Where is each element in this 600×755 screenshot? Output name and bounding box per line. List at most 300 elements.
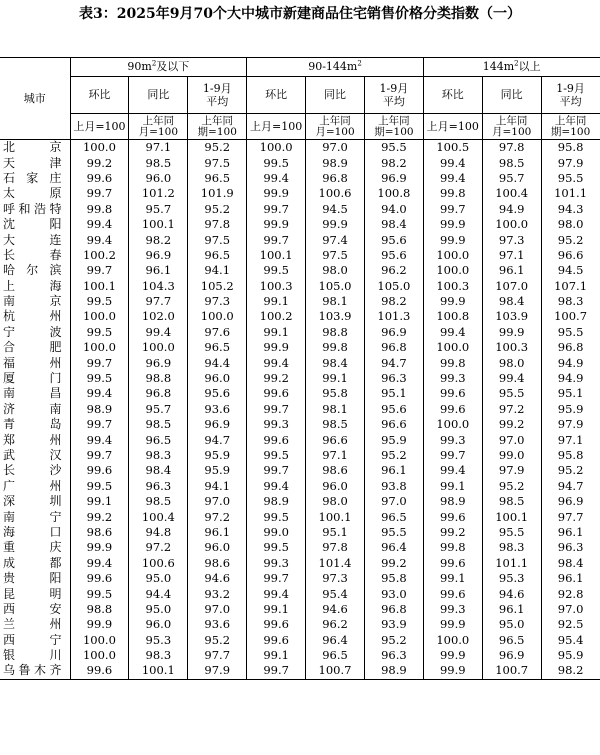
index-value: 94.5	[541, 263, 600, 278]
index-value: 96.0	[188, 371, 247, 386]
index-value: 99.6	[70, 663, 129, 679]
index-value: 102.0	[129, 309, 188, 324]
ytd-average-header: 1-9月平均	[188, 77, 247, 114]
index-value: 97.1	[541, 432, 600, 447]
index-value: 96.9	[364, 325, 423, 340]
index-value: 98.6	[188, 556, 247, 571]
index-value: 98.0	[541, 217, 600, 232]
index-value: 100.1	[129, 217, 188, 232]
index-value: 99.4	[247, 355, 306, 370]
index-value: 100.0	[482, 217, 541, 232]
index-value: 101.9	[188, 186, 247, 201]
index-value: 100.0	[423, 263, 482, 278]
last-year-month-base: 上年同月=100	[306, 114, 365, 140]
index-value: 95.2	[188, 633, 247, 648]
city-name: 乌鲁木齐	[0, 663, 70, 679]
index-value: 97.7	[129, 294, 188, 309]
index-value: 99.4	[423, 171, 482, 186]
table-row	[0, 463, 600, 478]
city-name: 武汉	[0, 448, 70, 463]
table-row	[0, 171, 600, 186]
index-value: 93.8	[364, 479, 423, 494]
index-value: 99.6	[423, 402, 482, 417]
index-value: 97.9	[188, 663, 247, 679]
index-value: 95.2	[188, 202, 247, 217]
table-row	[0, 494, 600, 509]
index-value: 98.4	[129, 463, 188, 478]
index-value: 98.2	[364, 294, 423, 309]
table-row	[0, 202, 600, 217]
index-value: 100.2	[247, 309, 306, 324]
index-value: 100.6	[129, 556, 188, 571]
index-value: 100.0	[423, 633, 482, 648]
index-value: 99.7	[423, 448, 482, 463]
index-value: 98.9	[423, 494, 482, 509]
index-value: 95.6	[364, 232, 423, 247]
index-value: 95.5	[482, 386, 541, 401]
index-value: 100.1	[129, 663, 188, 679]
index-value: 100.0	[247, 140, 306, 156]
city-name: 北京	[0, 140, 70, 156]
index-value: 95.8	[541, 140, 600, 156]
index-value: 95.5	[541, 325, 600, 340]
index-value: 99.7	[70, 417, 129, 432]
index-value: 99.7	[247, 571, 306, 586]
index-value: 101.1	[541, 186, 600, 201]
index-value: 95.3	[482, 571, 541, 586]
index-value: 97.5	[306, 248, 365, 263]
index-value: 98.5	[129, 417, 188, 432]
index-value: 98.1	[306, 402, 365, 417]
index-value: 97.2	[129, 540, 188, 555]
index-value: 100.5	[423, 140, 482, 156]
table-row	[0, 571, 600, 586]
city-column-header: 城市	[0, 58, 70, 140]
index-value: 97.7	[541, 509, 600, 524]
index-value: 97.5	[188, 232, 247, 247]
index-value: 99.1	[247, 648, 306, 663]
table-row	[0, 648, 600, 663]
table-title: 表3：2025年9月70个大中城市新建商品住宅销售价格分类指数（一）	[79, 6, 521, 22]
table-row	[0, 617, 600, 632]
index-value: 95.9	[541, 402, 600, 417]
index-value: 98.5	[482, 155, 541, 170]
index-value: 98.5	[129, 494, 188, 509]
index-value: 99.4	[423, 155, 482, 170]
index-value: 99.5	[247, 155, 306, 170]
index-value: 95.2	[364, 448, 423, 463]
index-value: 96.3	[364, 371, 423, 386]
index-value: 94.5	[306, 202, 365, 217]
index-value: 100.4	[482, 186, 541, 201]
index-value: 96.9	[541, 494, 600, 509]
index-value: 95.8	[364, 571, 423, 586]
index-value: 99.5	[247, 540, 306, 555]
table-row	[0, 509, 600, 524]
index-value: 99.5	[70, 294, 129, 309]
index-value: 97.2	[482, 402, 541, 417]
index-value: 103.9	[482, 309, 541, 324]
index-value: 97.0	[364, 494, 423, 509]
city-name: 重庆	[0, 540, 70, 555]
mom-header: 环比	[70, 77, 129, 114]
index-value: 99.9	[70, 617, 129, 632]
last-month-base: 上月=100	[423, 114, 482, 140]
index-value: 101.4	[306, 556, 365, 571]
city-name: 呼和浩特	[0, 202, 70, 217]
index-value: 94.7	[364, 355, 423, 370]
index-value: 99.9	[306, 217, 365, 232]
index-value: 97.7	[188, 648, 247, 663]
index-value: 97.0	[482, 432, 541, 447]
index-value: 96.3	[129, 479, 188, 494]
table-row	[0, 633, 600, 648]
index-value: 101.1	[482, 556, 541, 571]
last-year-period-base: 上年同期=100	[188, 114, 247, 140]
table-row	[0, 602, 600, 617]
table-row	[0, 417, 600, 432]
city-name: 大连	[0, 232, 70, 247]
index-value: 95.5	[541, 171, 600, 186]
index-value: 99.3	[247, 417, 306, 432]
index-value: 105.0	[306, 279, 365, 294]
index-value: 99.7	[247, 232, 306, 247]
index-value: 99.9	[423, 217, 482, 232]
index-value: 99.8	[423, 186, 482, 201]
index-value: 100.1	[306, 509, 365, 524]
index-value: 99.4	[247, 479, 306, 494]
index-value: 95.0	[129, 571, 188, 586]
index-value: 97.8	[306, 540, 365, 555]
index-value: 100.3	[482, 340, 541, 355]
mom-header: 环比	[423, 77, 482, 114]
index-value: 99.7	[70, 355, 129, 370]
city-name: 福州	[0, 355, 70, 370]
city-name: 成都	[0, 556, 70, 571]
index-value: 94.6	[306, 602, 365, 617]
index-value: 98.9	[364, 663, 423, 679]
last-year-month-base: 上年同月=100	[129, 114, 188, 140]
index-value: 95.3	[129, 633, 188, 648]
index-value: 94.3	[541, 202, 600, 217]
index-value: 99.4	[247, 586, 306, 601]
index-value: 96.8	[129, 386, 188, 401]
index-value: 100.1	[482, 509, 541, 524]
index-value: 99.6	[70, 571, 129, 586]
index-value: 98.9	[306, 155, 365, 170]
city-name: 天津	[0, 155, 70, 170]
index-value: 96.5	[364, 509, 423, 524]
index-value: 99.9	[247, 340, 306, 355]
index-value: 99.6	[423, 586, 482, 601]
city-name: 西安	[0, 602, 70, 617]
index-value: 95.2	[188, 140, 247, 156]
index-value: 95.7	[129, 402, 188, 417]
index-value: 95.2	[482, 479, 541, 494]
index-value: 100.1	[70, 279, 129, 294]
index-value: 98.8	[70, 602, 129, 617]
index-value: 99.1	[423, 479, 482, 494]
index-value: 99.9	[247, 217, 306, 232]
table-row	[0, 232, 600, 247]
index-value: 99.7	[70, 263, 129, 278]
index-value: 98.9	[70, 402, 129, 417]
city-name: 太原	[0, 186, 70, 201]
index-value: 100.7	[306, 663, 365, 679]
index-value: 96.9	[188, 417, 247, 432]
index-value: 99.5	[247, 263, 306, 278]
table-row	[0, 294, 600, 309]
index-value: 99.6	[247, 617, 306, 632]
city-name: 杭州	[0, 309, 70, 324]
index-value: 99.2	[70, 509, 129, 524]
index-value: 101.2	[129, 186, 188, 201]
index-value: 100.0	[423, 248, 482, 263]
index-value: 99.9	[423, 663, 482, 679]
index-value: 95.6	[364, 402, 423, 417]
table-row	[0, 556, 600, 571]
index-value: 99.8	[70, 202, 129, 217]
index-value: 96.3	[541, 540, 600, 555]
index-value: 94.4	[129, 586, 188, 601]
index-value: 99.5	[247, 448, 306, 463]
index-value: 97.6	[188, 325, 247, 340]
index-value: 100.0	[70, 340, 129, 355]
index-value: 99.4	[129, 325, 188, 340]
index-value: 96.1	[482, 263, 541, 278]
table-row	[0, 386, 600, 401]
index-value: 92.5	[541, 617, 600, 632]
index-value: 99.9	[70, 540, 129, 555]
city-name: 郑州	[0, 432, 70, 447]
index-value: 95.2	[364, 633, 423, 648]
index-value: 96.0	[129, 617, 188, 632]
index-value: 98.1	[306, 294, 365, 309]
index-value: 99.9	[482, 325, 541, 340]
index-value: 95.0	[129, 602, 188, 617]
index-value: 96.9	[129, 248, 188, 263]
index-value: 100.8	[364, 186, 423, 201]
last-year-month-base: 上年同月=100	[482, 114, 541, 140]
index-value: 99.2	[482, 417, 541, 432]
index-value: 100.0	[188, 309, 247, 324]
table-row	[0, 279, 600, 294]
index-value: 99.9	[247, 186, 306, 201]
city-name: 青岛	[0, 417, 70, 432]
table-row	[0, 586, 600, 601]
index-value: 97.9	[482, 463, 541, 478]
index-value: 104.3	[129, 279, 188, 294]
index-value: 96.0	[306, 479, 365, 494]
index-value: 99.4	[70, 217, 129, 232]
index-value: 98.4	[482, 294, 541, 309]
table-row	[0, 309, 600, 324]
group-header-medium: $90-144m^2$	[247, 58, 424, 77]
index-value: 98.2	[129, 232, 188, 247]
table-row	[0, 248, 600, 263]
index-value: 99.5	[247, 509, 306, 524]
index-value: 99.8	[423, 540, 482, 555]
index-value: 96.5	[188, 340, 247, 355]
index-value: 99.7	[70, 186, 129, 201]
index-value: 99.3	[423, 371, 482, 386]
index-value: 96.0	[188, 540, 247, 555]
index-value: 94.6	[188, 571, 247, 586]
index-value: 99.4	[70, 432, 129, 447]
index-value: 98.6	[306, 463, 365, 478]
index-value: 94.4	[188, 355, 247, 370]
index-value: 99.3	[423, 432, 482, 447]
index-value: 99.4	[423, 325, 482, 340]
index-value: 96.1	[541, 525, 600, 540]
city-name: 沈阳	[0, 217, 70, 232]
index-value: 99.1	[247, 294, 306, 309]
index-value: 100.0	[423, 417, 482, 432]
index-value: 98.4	[306, 355, 365, 370]
index-value: 97.1	[306, 448, 365, 463]
last-year-period-base: 上年同期=100	[364, 114, 423, 140]
index-value: 100.0	[129, 340, 188, 355]
index-value: 99.4	[70, 232, 129, 247]
index-value: 97.0	[188, 494, 247, 509]
index-value: 97.1	[129, 140, 188, 156]
index-value: 97.8	[482, 140, 541, 156]
table-row	[0, 432, 600, 447]
city-name: 深圳	[0, 494, 70, 509]
index-value: 100.7	[541, 309, 600, 324]
index-value: 95.2	[541, 463, 600, 478]
index-value: 93.2	[188, 586, 247, 601]
price-index-table	[0, 57, 600, 680]
index-value: 98.6	[70, 525, 129, 540]
city-name: 昆明	[0, 586, 70, 601]
table-row	[0, 263, 600, 278]
yoy-header: 同比	[306, 77, 365, 114]
index-value: 97.4	[306, 232, 365, 247]
index-value: 95.9	[188, 463, 247, 478]
index-value: 99.6	[423, 509, 482, 524]
index-value: 99.4	[482, 371, 541, 386]
index-value: 94.9	[541, 371, 600, 386]
index-value: 94.9	[541, 355, 600, 370]
index-value: 96.1	[541, 571, 600, 586]
city-name: 西宁	[0, 633, 70, 648]
index-value: 98.3	[482, 540, 541, 555]
yoy-header: 同比	[482, 77, 541, 114]
index-value: 99.4	[247, 171, 306, 186]
index-value: 105.0	[364, 279, 423, 294]
index-value: 99.1	[423, 571, 482, 586]
table-row	[0, 340, 600, 355]
index-value: 99.1	[306, 371, 365, 386]
index-value: 98.3	[129, 648, 188, 663]
index-value: 96.5	[188, 248, 247, 263]
index-value: 95.9	[364, 432, 423, 447]
index-value: 100.0	[70, 140, 129, 156]
index-value: 97.3	[306, 571, 365, 586]
index-value: 99.2	[70, 155, 129, 170]
index-value: 95.5	[364, 525, 423, 540]
index-value: 96.1	[482, 602, 541, 617]
index-value: 98.4	[541, 556, 600, 571]
index-value: 100.0	[70, 309, 129, 324]
index-value: 96.2	[364, 263, 423, 278]
index-value: 97.9	[541, 417, 600, 432]
index-value: 99.3	[423, 602, 482, 617]
index-value: 100.0	[423, 340, 482, 355]
city-name: 长春	[0, 248, 70, 263]
index-value: 100.3	[247, 279, 306, 294]
index-value: 96.4	[306, 633, 365, 648]
index-value: 94.6	[482, 586, 541, 601]
index-value: 94.1	[188, 263, 247, 278]
index-value: 96.5	[188, 171, 247, 186]
index-value: 103.9	[306, 309, 365, 324]
index-value: 99.7	[70, 448, 129, 463]
index-value: 99.6	[247, 432, 306, 447]
index-value: 96.3	[364, 648, 423, 663]
index-value: 95.4	[541, 633, 600, 648]
index-value: 99.8	[423, 355, 482, 370]
index-value: 96.1	[129, 263, 188, 278]
index-value: 93.6	[188, 402, 247, 417]
index-value: 96.6	[306, 432, 365, 447]
index-value: 95.6	[364, 248, 423, 263]
index-value: 99.1	[247, 602, 306, 617]
index-value: 98.0	[482, 355, 541, 370]
index-value: 96.8	[306, 171, 365, 186]
index-value: 96.5	[306, 648, 365, 663]
city-name: 海口	[0, 525, 70, 540]
index-value: 94.0	[364, 202, 423, 217]
table-row	[0, 540, 600, 555]
index-value: 97.3	[482, 232, 541, 247]
index-value: 96.5	[482, 633, 541, 648]
index-value: 95.8	[541, 448, 600, 463]
index-value: 98.5	[482, 494, 541, 509]
index-value: 92.8	[541, 586, 600, 601]
index-value: 97.8	[188, 217, 247, 232]
last-month-base: 上月=100	[247, 114, 306, 140]
index-value: 98.3	[541, 294, 600, 309]
index-value: 95.0	[482, 617, 541, 632]
index-value: 96.9	[364, 171, 423, 186]
index-value: 101.3	[364, 309, 423, 324]
index-value: 99.0	[247, 525, 306, 540]
index-value: 99.4	[70, 556, 129, 571]
index-value: 96.8	[364, 340, 423, 355]
index-value: 95.9	[541, 648, 600, 663]
city-name: 银川	[0, 648, 70, 663]
table-row	[0, 663, 600, 679]
index-value: 94.7	[188, 432, 247, 447]
index-value: 98.5	[306, 417, 365, 432]
index-value: 94.9	[482, 202, 541, 217]
index-value: 95.4	[306, 586, 365, 601]
city-name: 厦门	[0, 371, 70, 386]
index-value: 99.5	[70, 325, 129, 340]
index-value: 99.6	[423, 556, 482, 571]
index-value: 99.6	[70, 171, 129, 186]
index-value: 95.5	[364, 140, 423, 156]
index-value: 97.5	[188, 155, 247, 170]
index-value: 98.9	[247, 494, 306, 509]
index-value: 99.5	[70, 371, 129, 386]
city-name: 南京	[0, 294, 70, 309]
index-value: 96.5	[129, 432, 188, 447]
index-value: 95.7	[129, 202, 188, 217]
index-value: 99.2	[423, 525, 482, 540]
